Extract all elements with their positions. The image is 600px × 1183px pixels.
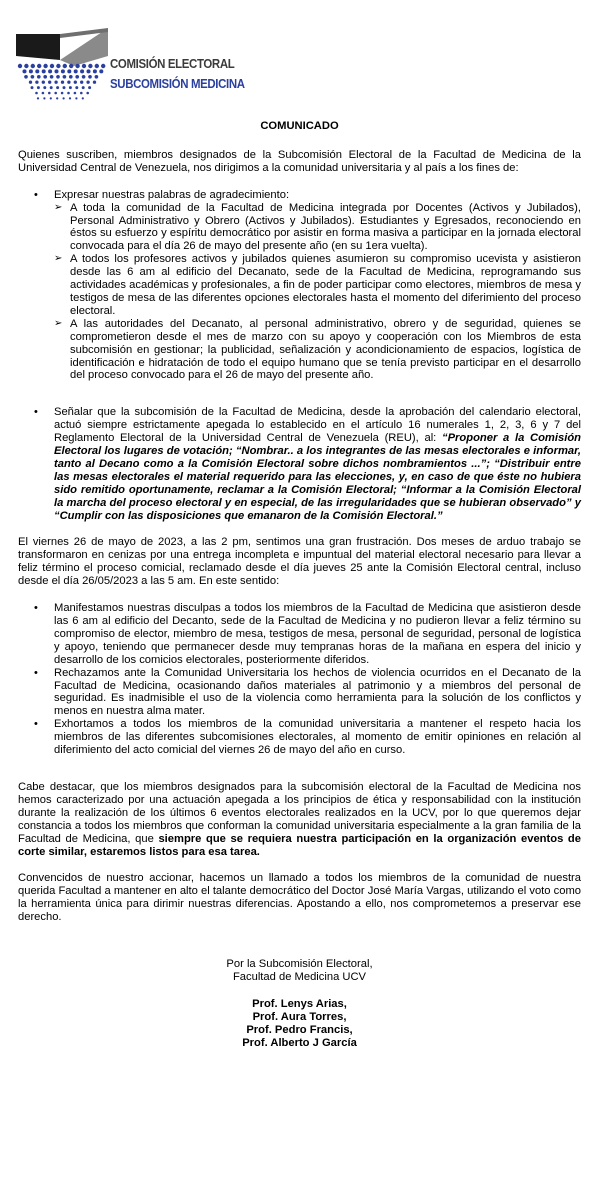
convencidos-paragraph: Convencidos de nuestro accionar, hacemos un llamado a todos los miembros de la comunidad de nuestra querida Facultad a mantener en alto el talante democrático del Doctor José María Vargas, utilizando el voto como la herramienta única para dirimir nuestras diferencias. Apostando a ello, nos comprometemos a preservar ese derecho. [18,872,581,924]
gratitude-bullet [18,189,581,383]
actions-item: • Manifestamos nuestras disculpas a todos los miembros de la Facultad de Medicina que asistieron desde las 6 am al edificio del Decanto, sede de la Facultad de Medicina y no pudieron llevar a feliz término su compromiso de elector, miembro de mesa, testigos de mesa, personal de seguridad, personal de logística y apoyo, teniendo que permanecer desde muy tempranas horas de la mañana en espera del inicio y desarrollo de los comicios electorales, posteriormente diferidos. [18,602,581,667]
gratitude-item: ➢ A todos los profesores activos y jubilados quienes asumieron su compromiso ucevista y asistieron desde las 6 am al edificio del Decanato, sede de la Facultad de Medicina, reprogramando sus actividades académicas y profesionales, a fin de poder participar como electores, miembros de mesa y testigos de mesa de las diferentes opciones electorales hasta el momento del diferimiento del proceso electoral. [54,253,581,318]
actions-item: • Rechazamos ante la Comunidad Universitaria los hechos de violencia ocurridos en el Decanato de la Facultad de Medicina, ocasionando daños materiales al patrimonio y a miembros del personal de seguridad. Es inadmisible el uso de la violencia como herramienta para la solución de los conflictos y menos en nuestra alma mater. [18,667,581,719]
document-title: COMUNICADO [260,120,339,132]
logo [14,26,245,104]
gratitude-list [54,202,581,383]
signature-block [18,958,581,1049]
gratitude-section [18,189,581,383]
actions-item: • Exhortamos a todos los miembros de la comunidad universitaria a mantener el respeto hacia los miembros de las diferentes subcomisiones electorales, al momento de emitir opiniones en relación al diferimiento del acto comicial del viernes 26 de mayo del año en curso. [18,718,581,757]
destacar-bold: siempre que se requiera nuestra participación en la organización eventos de corte similar, estaremos listos para esa tarea. [18,832,581,858]
logo-text-comision: COMISIÓN ELECTORAL [110,56,235,71]
regulation-section [18,406,581,522]
friday-paragraph: El viernes 26 de mayo de 2023, a las 2 pm, sentimos una gran frustración. Dos meses de arduo trabajo se transformaron en cenizas por una entrega incompleta e impuntual del material electoral necesario para llevar a feliz término el proceso comicial, reclamado desde el día jueves 25 ante la Comisión Electoral central, incluso desde el día 26/05/2023 a las 5 am. En este sentido: [18,536,581,588]
signature-line2: Facultad de Medicina UCV [232,970,367,983]
destacar-text: Cabe destacar, que los miembros designados para la subcomisión electoral de la Facultad de Medicina nos hemos caracterizado por una actuación apegada a los principios de ética y responsabilidad con la institución durante la realización de los últimos 6 eventos electorales realizados en la UCV, por lo que queremos dejar constancia a todos los miembros que conforman la comunidad universitaria especialmente a la gran familia de la Facultad de Medicina, que [18,780,581,845]
document-body [18,120,581,1049]
signature-line1: Por la Subcomisión Electoral, [226,958,373,971]
signer-name: Prof. Alberto J García [242,1036,357,1049]
actions-section [18,602,581,757]
regulation-text: Señalar que la subcomisión de la Facultad de Medicina, desde la aprobación del calendario electoral, actuó siempre estrictamente apegada lo establecido en el artículo 16 numerales 1, 2, 3, 6 y 7 del Reglamento Electoral de la Universidad Central de Venezuela (REU), al: [54,406,581,445]
signer-name: Prof. Pedro Francis, [246,1023,353,1036]
gratitude-item: ➢ A las autoridades del Decanato, al personal administrativo, obrero y de seguridad, quienes se comprometieron desde el mes de marzo con su apoyo y cooperación con los Miembros de esta subcomisión en gestionar; la publicidad, señalización y acondicionamiento de espacios, logística de identificación e hidratación de todo el equipo humano que se tenía previsto participar en el desarrollo del proceso convocado para el 26 de mayo del presente año. [54,318,581,383]
regulation-bullet [18,406,581,522]
regulation-quote: “Proponer a la Comisión Electoral los lugares de votación; “Nombrar.. a los integrantes de las mesas electorales e informar, tanto al Decano como a la Comisión Electoral sobre dichos nombramientos ...”; “Distribuir entre las mesas electorales el material requerido para las elecciones, y, en caso de que éste no hubiera sido remitido oportunamente, reclamar a la Comisión Electoral; “Informar a la Comisión Electoral la marcha del proceso electoral y en especial, de las irregularidades que se hubieran observado” y “Cumplir con las disposiciones que emanaron de la Comisión Electoral.” [54,432,581,522]
signature-names [18,998,581,1050]
ballot-box-dots-logo-icon [14,26,114,104]
destacar-paragraph [18,781,581,858]
gratitude-item: ➢ A toda la comunidad de la Facultad de Medicina integrada por Docentes (Activos y Jubilados), Personal Administrativo y Obrero (Activos y Jubilados). Estudiantes y Egresados, reconociendo en éstos su esfuerzo y espíritu democrático por asistir en forma masiva a participar en la jornada electoral convocada para el día 26 de mayo del presente año (en su 1era vuelta). [54,202,581,254]
logo-text-subcomision: SUBCOMISIÓN MEDICINA [110,76,245,91]
gratitude-lead: Expresar nuestras palabras de agradecimiento: [54,188,290,201]
signer-name: Prof. Lenys Arias, [252,997,347,1010]
intro-paragraph: Quienes suscriben, miembros designados de la Subcomisión Electoral de la Facultad de Medicina de la Universidad Central de Venezuela, nos dirigimos a la comunidad universitaria y al país a los fines de: [18,148,581,174]
signer-name: Prof. Aura Torres, [252,1010,347,1023]
